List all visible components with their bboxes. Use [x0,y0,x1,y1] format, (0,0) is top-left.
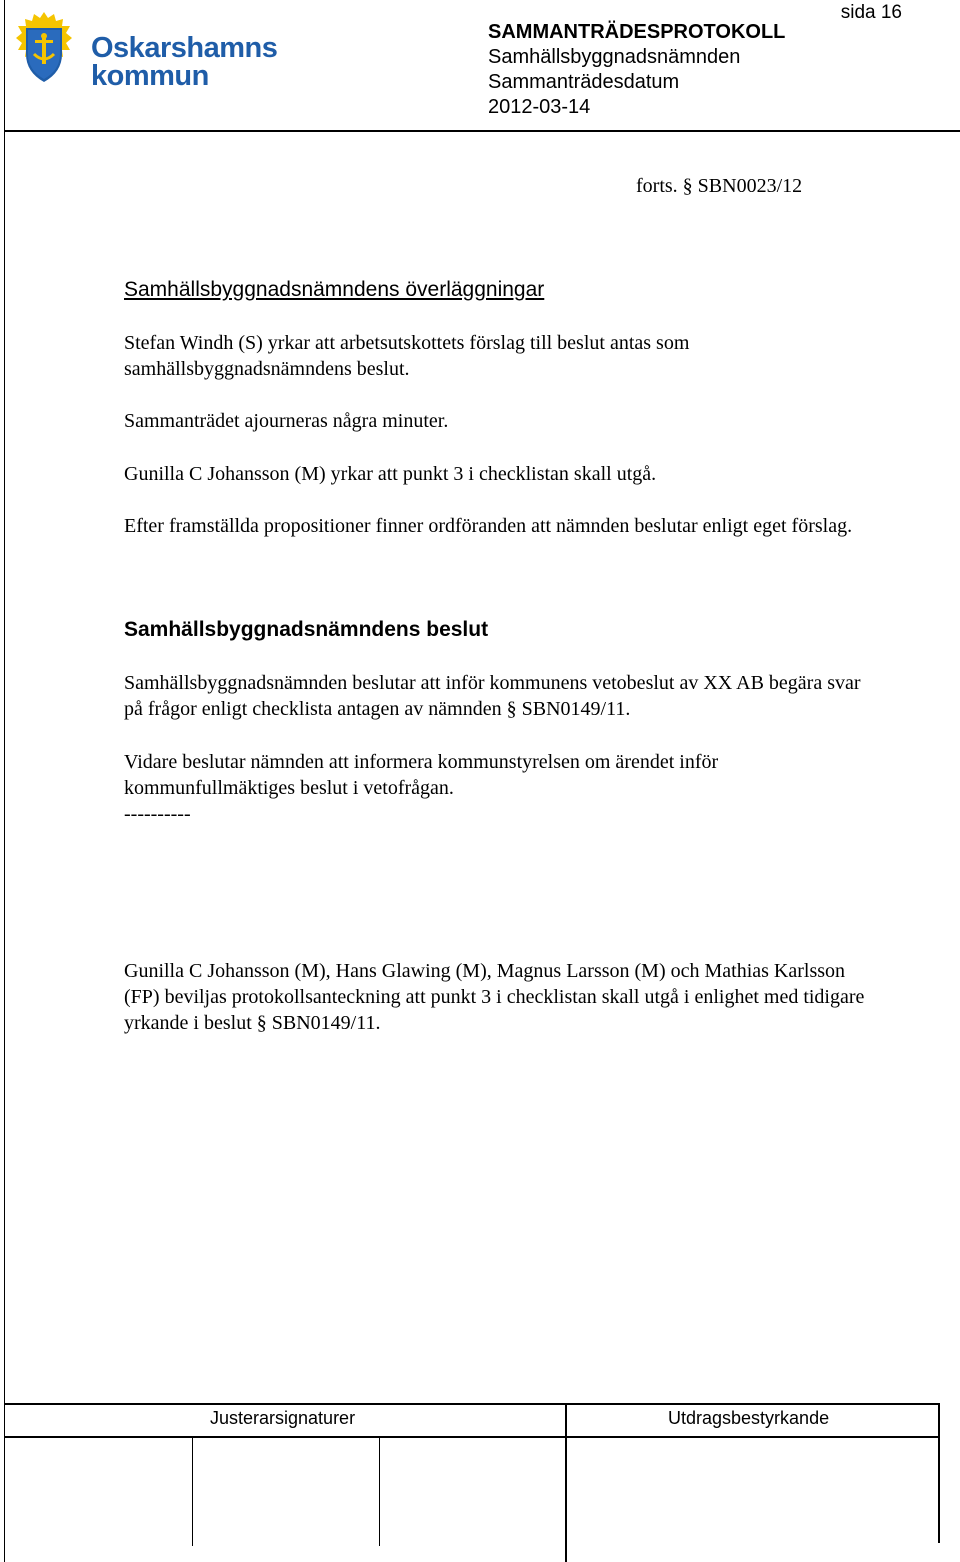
logo-name-line2: kommun [91,60,209,92]
decision-heading: Samhällsbyggnadsnämndens beslut [124,618,489,641]
table-right-border [938,1403,940,1543]
coat-of-arms-icon [14,10,74,86]
signature-field-2[interactable] [194,1438,378,1543]
page-border [4,0,5,1562]
paragraph-propositions: Efter framställda propositioner finner ordföranden att nämnden beslutar enligt eget förslag. [124,515,853,537]
page-number: sida 16 [840,2,902,23]
continued-label: forts. [636,175,678,197]
paragraph-adjournment: Sammanträdet ajourneras några minuter. [124,410,449,432]
signature-field-3[interactable] [381,1438,564,1543]
table-center-divider [565,1403,567,1562]
paragraph-protocol-note: Gunilla C Johansson (M), Hans Glawing (M), Magnus Larsson (M) och Mathias Karlsson (FP) beviljas protokollsanteckning att punkt 3 i checklistan skall utgå i enlighet med tidigare yrkande i beslut § SBN0149/11. [124,960,865,1034]
header-divider [4,130,960,132]
meeting-date-label: Sammanträdesdatum [488,71,680,93]
section-separator: ---------- [124,803,191,825]
extract-certification-field[interactable] [568,1438,937,1543]
deliberations-heading: Samhällsbyggnadsnämndens överläggningar [124,278,545,301]
paragraph-decision: Samhällsbyggnadsnämnden beslutar att inför kommunens vetobeslut av XX AB begära svar på frågor enligt checklista antagen av nämnden § SBN0149/11. [124,672,861,720]
case-number: SBN0023/12 [697,175,803,197]
paragraph-counter-motion: Gunilla C Johansson (M) yrkar att punkt 3 i checklistan skall utgå. [124,463,657,485]
meeting-date: 2012-03-14 [488,96,591,118]
extract-certification-label: Utdragsbestyrkande [668,1408,830,1428]
signature-cell-divider-2 [379,1436,380,1546]
committee-name: Samhällsbyggnadsnämnden [488,46,741,68]
protocol-header [488,20,785,120]
signature-cell-divider-1 [192,1436,193,1546]
paragraph-motion: Stefan Windh (S) yrkar att arbetsutskottets förslag till beslut antas som samhällsbyggnadsnämndens beslut. [124,332,690,380]
signatures-label: Justerarsignaturer [210,1408,356,1428]
case-reference [636,174,802,199]
section-symbol: § [682,175,693,197]
municipality-logo [14,10,278,92]
logo-name-line1: Oskarshamns [91,32,278,64]
document-title: SAMMANTRÄDESPROTOKOLL [488,21,786,43]
table-top-border [4,1403,940,1405]
paragraph-further-decision: Vidare beslutar nämnden att informera kommunstyrelsen om ärendet inför kommunfullmäktiges beslut i vetofrågan. [124,751,719,799]
signature-field-1[interactable] [6,1438,191,1543]
